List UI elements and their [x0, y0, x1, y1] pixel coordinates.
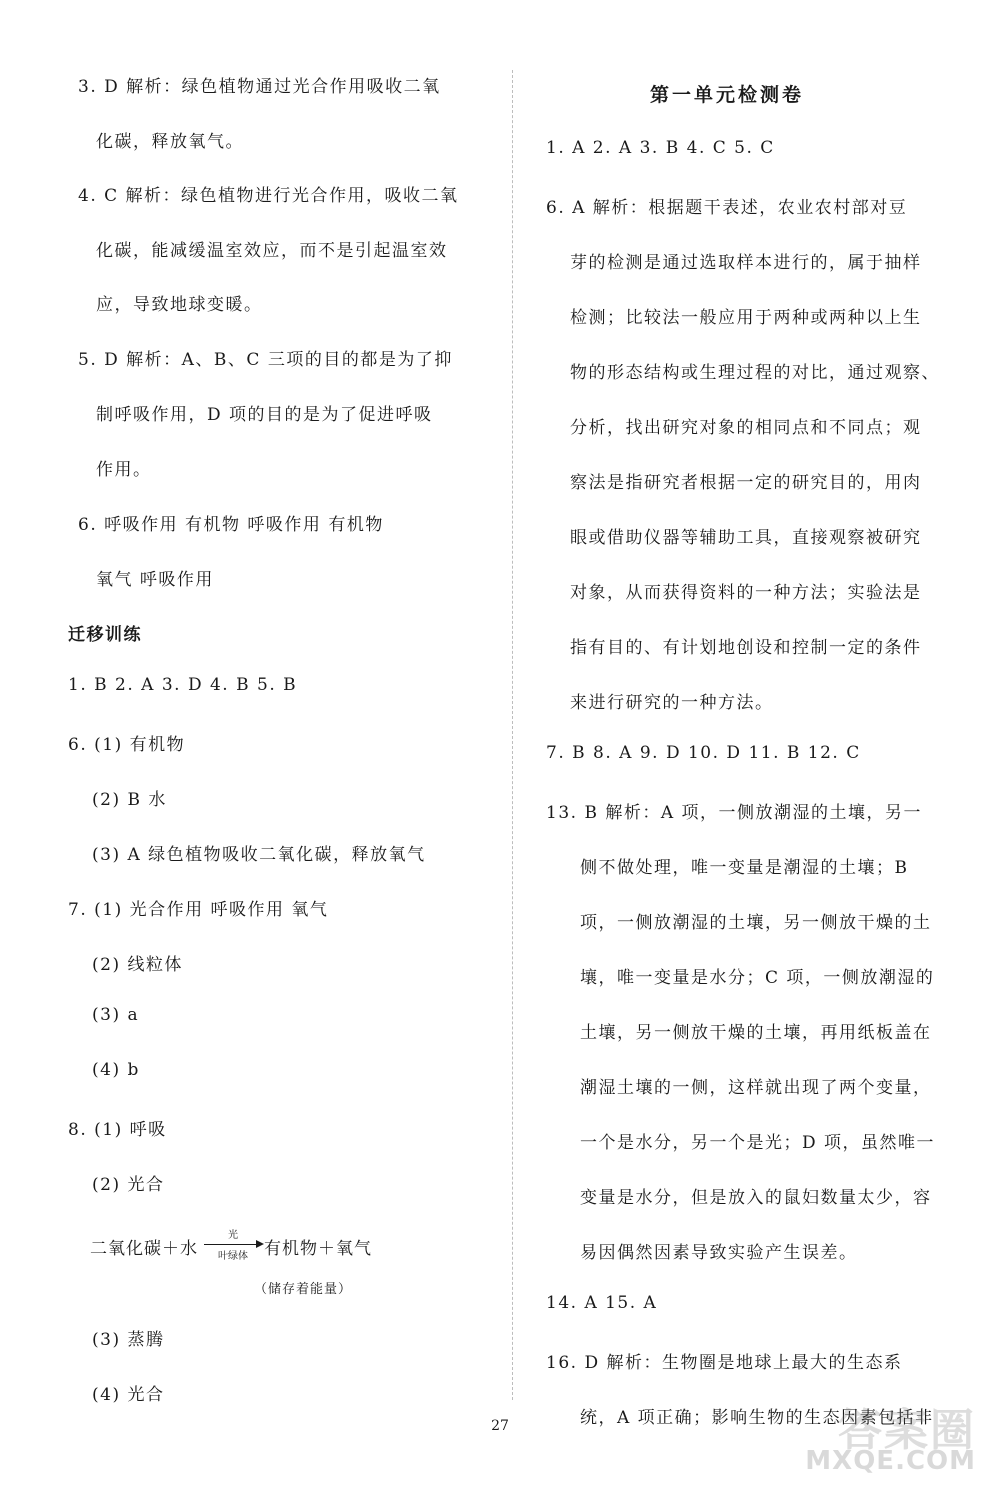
answer-6-line-2: 氧气 呼吸作用: [96, 570, 214, 590]
test-answers-14-15: 14. A 15. A: [546, 1293, 658, 1313]
answer-4-line-1: 4. C 解析：绿色植物进行光合作用，吸收二氧: [78, 186, 459, 206]
answer-6-line-1: 6. 呼吸作用 有机物 呼吸作用 有机物: [78, 515, 384, 535]
test-answer-13-line-4: 壤，唯一变量是水分；C 项，一侧放潮湿的: [580, 968, 935, 988]
test-answer-13-line-7: 一个是水分，另一个是光；D 项，虽然唯一: [580, 1133, 936, 1153]
answer-5-line-1: 5. D 解析：A、B、C 三项的目的都是为了抑: [78, 350, 453, 370]
test-answers-7-12: 7. B 8. A 9. D 10. D 11. B 12. C: [546, 743, 861, 763]
transfer-answer-7-1: 7. (1) 光合作用 呼吸作用 氧气: [68, 900, 329, 920]
reaction-arrow-icon: [204, 1226, 262, 1266]
test-answer-6-line-9: 指有目的、有计划地创设和控制一定的条件: [570, 638, 922, 658]
transfer-answer-8-1: 8. (1) 呼吸: [68, 1120, 167, 1140]
watermark-logo: 答案圈: [838, 1405, 976, 1456]
test-answer-6-line-6: 察法是指研究者根据一定的研究目的，用肉: [570, 473, 922, 493]
test-answer-6-line-3: 检测；比较法一般应用于两种或两种以上生: [570, 308, 922, 328]
watermark: [792, 1394, 982, 1478]
section-heading-transfer-training: 迁移训练: [68, 625, 142, 645]
transfer-answer-8-2: (2) 光合: [92, 1175, 165, 1195]
answer-4-line-2: 化碳，能减缓温室效应，而不是引起温室效: [96, 241, 448, 261]
transfer-answer-8-4: (4) 光合: [92, 1385, 165, 1405]
equation-products: 有机物＋氧气: [264, 1239, 372, 1259]
test-answer-16-line-2: 统，A 项正确；影响生物的生态因素包括非: [580, 1408, 934, 1428]
answer-5-line-2: 制呼吸作用，D 项的目的是为了促进呼吸: [96, 405, 433, 425]
answer-5-line-3: 作用。: [96, 460, 152, 480]
equation-condition-light: 光: [228, 1230, 238, 1241]
test-answer-13-line-5: 土壤，另一侧放干燥的土壤，再用纸板盖在: [580, 1023, 932, 1043]
column-divider: [512, 70, 513, 1400]
test-answers-1-5: 1. A 2. A 3. B 4. C 5. C: [546, 138, 775, 158]
test-answer-6-line-2: 芽的检测是通过选取样本进行的，属于抽样: [570, 253, 922, 273]
test-answer-6-line-1: 6. A 解析：根据题干表述，农业农村部对豆: [546, 198, 908, 218]
test-answer-13-line-6: 潮湿土壤的一侧，这样就出现了两个变量，: [580, 1078, 932, 1098]
test-answer-13-line-9: 易因偶然因素导致实验产生误差。: [580, 1243, 858, 1263]
transfer-answer-6-2: (2) B 水: [92, 790, 167, 810]
transfer-answer-7-3: (3) a: [92, 1005, 140, 1025]
equation-reactants: 二氧化碳＋水: [90, 1239, 198, 1259]
equation-note: （储存着能量）: [254, 1282, 353, 1297]
test-answer-13-line-2: 侧不做处理，唯一变量是潮湿的土壤；B: [580, 858, 909, 878]
test-answer-6-line-8: 对象，从而获得资料的一种方法；实验法是: [570, 583, 922, 603]
answer-3-line-2: 化碳，释放氧气。: [96, 132, 244, 152]
test-answer-13-line-1: 13. B 解析：A 项，一侧放潮湿的土壤，另一: [546, 803, 923, 823]
test-answer-6-line-7: 眼或借助仪器等辅助工具，直接观察被研究: [570, 528, 922, 548]
transfer-answer-7-4: (4) b: [92, 1060, 140, 1080]
page-number: 27: [491, 1418, 509, 1434]
test-answer-13-line-3: 项，一侧放潮湿的土壤，另一侧放干燥的土: [580, 913, 932, 933]
transfer-answer-6-3: (3) A 绿色植物吸收二氧化碳，释放氧气: [92, 845, 426, 865]
transfer-answer-7-2: (2) 线粒体: [92, 955, 183, 975]
photosynthesis-equation: [90, 1226, 470, 1266]
reaction-arrow-line: [204, 1244, 258, 1245]
transfer-answer-6-1: 6. (1) 有机物: [68, 735, 186, 755]
test-answer-6-line-5: 分析，找出研究对象的相同点和不同点；观: [570, 418, 922, 438]
answer-4-line-3: 应，导致地球变暖。: [96, 295, 263, 315]
transfer-answers-1-5: 1. B 2. A 3. D 4. B 5. B: [68, 675, 298, 695]
transfer-answer-8-3: (3) 蒸腾: [92, 1330, 165, 1350]
answer-3-line-1: 3. D 解析：绿色植物通过光合作用吸收二氧: [78, 77, 441, 97]
equation-condition-chloroplast: 叶绿体: [218, 1251, 248, 1262]
test-answer-6-line-10: 来进行研究的一种方法。: [570, 693, 774, 713]
test-answer-13-line-8: 变量是水分，但是放入的鼠妇数量太少，容: [580, 1188, 932, 1208]
unit-test-title: 第一单元检测卷: [650, 84, 805, 106]
watermark-url: MXQE.COM: [805, 1446, 976, 1476]
test-answer-6-line-4: 物的形态结构或生理过程的对比，通过观察、: [570, 363, 940, 383]
test-answer-16-line-1: 16. D 解析：生物圈是地球上最大的生态系: [546, 1353, 903, 1373]
